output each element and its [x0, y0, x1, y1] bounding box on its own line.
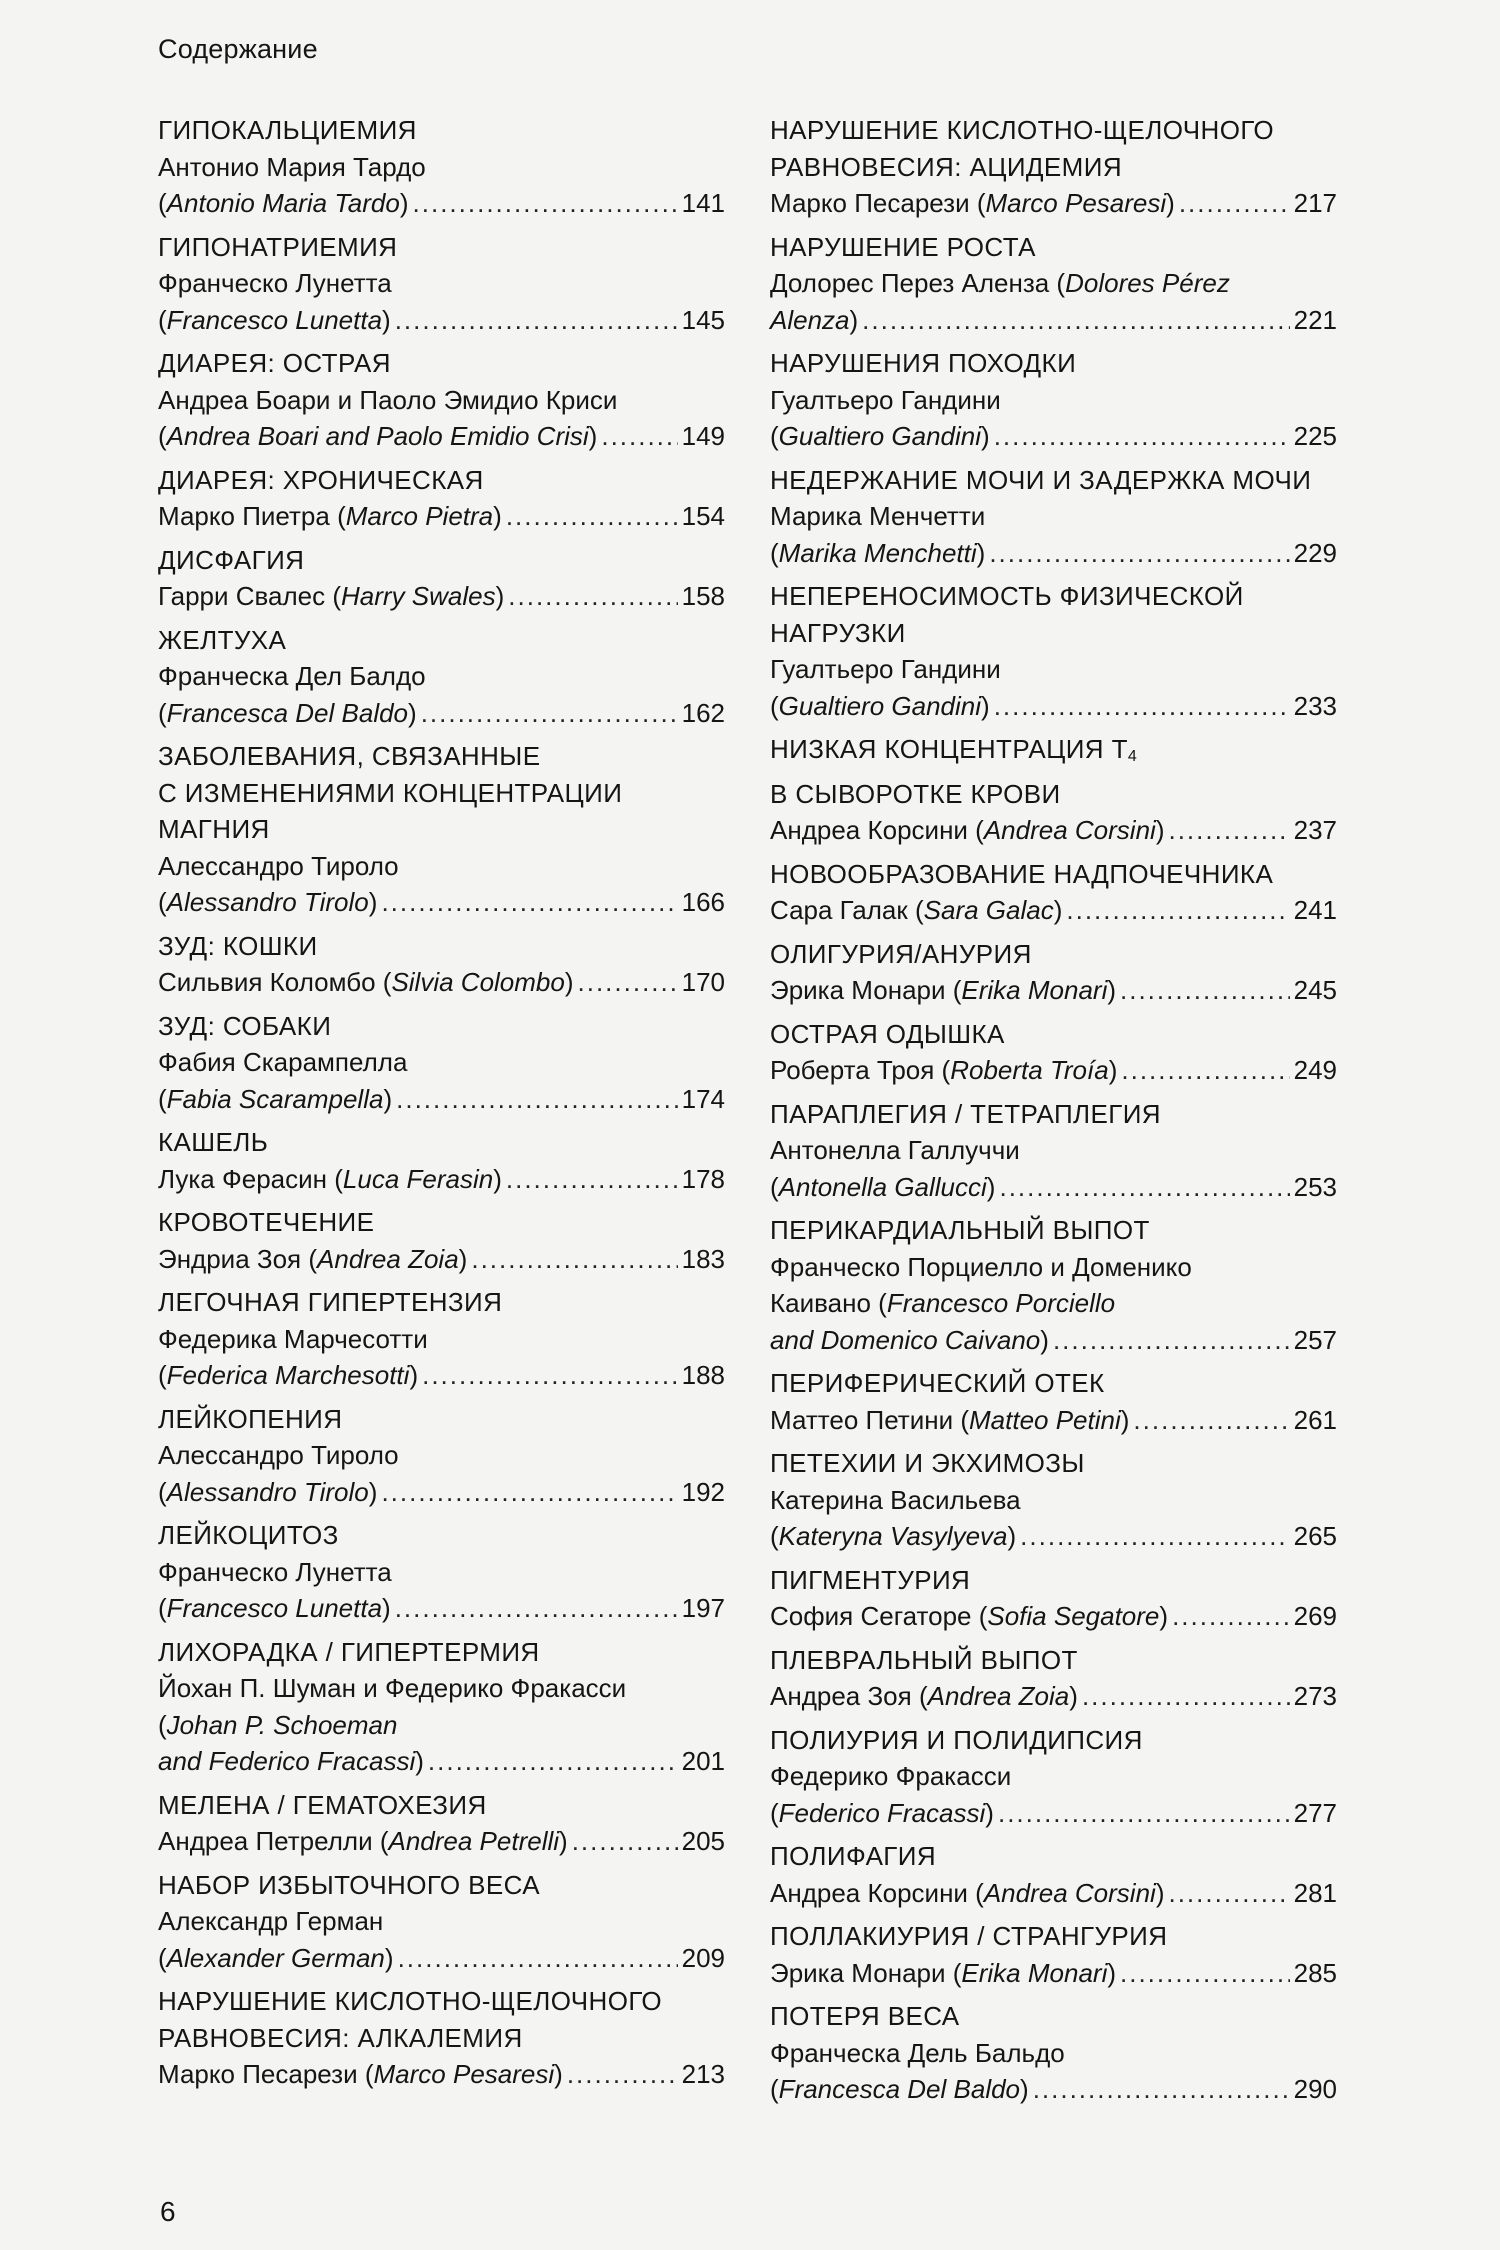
toc-page-line[interactable]	[770, 535, 1337, 572]
toc-author: (Andrea Boari and Paolo Emidio Crisi)	[158, 421, 598, 451]
toc-topic: ПЕРИКАРДИАЛЬНЫЙ ВЫПОТ	[770, 1215, 1150, 1245]
toc-page-line[interactable]	[770, 418, 1337, 455]
toc-author: Андреа Корсини (Andrea Corsini)	[770, 1877, 1165, 1908]
toc-page-line[interactable]	[158, 1590, 725, 1627]
toc-author: София Сегаторе (Sofia Segatore)	[770, 1601, 1169, 1631]
toc-topic: ЛЕЙКОЦИТОЗ	[158, 1520, 339, 1550]
toc-author-line: Антонелла Галлуччи	[770, 1135, 1020, 1165]
toc-page-number: 154	[681, 501, 725, 531]
toc-topic: ЗУД: СОБАКИ	[158, 1010, 332, 1041]
toc-entry[interactable]	[770, 1365, 1337, 1438]
dot-leader	[989, 535, 1289, 572]
dot-leader	[998, 1795, 1290, 1832]
toc-entry[interactable]	[158, 738, 725, 921]
toc-page-number: 249	[1293, 1055, 1337, 1085]
toc-entry[interactable]	[770, 1642, 1337, 1715]
toc-author: Марко Пиетра (Marco Pietra)	[158, 501, 502, 531]
toc-topic: ПОЛИФАГИЯ	[770, 1841, 937, 1871]
toc-topic: НАРУШЕНИЕ РОСТА	[770, 231, 1036, 262]
toc-author-line: Франческа Дел Балдо	[158, 661, 426, 691]
toc-author: (Gualtiero Gandini)	[770, 690, 990, 721]
toc-page-number: 158	[681, 581, 725, 611]
toc-page-number: 257	[1293, 1324, 1337, 1355]
toc-author-line: Франческо Лунетта	[158, 268, 392, 298]
toc-page-line[interactable]	[158, 1357, 725, 1394]
toc-entry[interactable]	[158, 462, 725, 535]
dot-leader	[578, 964, 678, 1001]
toc-author-line: Антонио Мария Тардо	[158, 151, 426, 182]
toc-page-number: 192	[681, 1476, 725, 1507]
toc-author-line: Алессандро Тироло	[158, 850, 399, 881]
toc-author-line: Андреа Боари и Паоло Эмидио Криси	[158, 384, 618, 415]
toc-page-line[interactable]	[158, 1823, 725, 1860]
toc-page-number: 265	[1293, 1521, 1337, 1551]
toc-author-line: Долорес Перез Аленза (Dolores Pérez	[770, 268, 1230, 298]
toc-entry[interactable]	[770, 731, 1337, 849]
toc-entry[interactable]	[158, 1401, 725, 1511]
toc-entry[interactable]	[770, 112, 1337, 222]
toc-author-line: Франческа Дель Бальдо	[770, 2037, 1065, 2068]
toc-topic: НАБОР ИЗБЫТОЧНОГО ВЕСА	[158, 1869, 540, 1900]
toc-entry[interactable]	[770, 936, 1337, 1009]
toc-topic: НАРУШЕНИЕ КИСЛОТНО-ЩЕЛОЧНОГО РАВНОВЕСИЯ: АЛКАЛЕМИЯ	[158, 1986, 662, 2053]
toc-author: Андреа Зоя (Andrea Zoia)	[770, 1681, 1078, 1711]
toc-entry[interactable]	[158, 1517, 725, 1627]
dot-leader	[567, 2056, 678, 2093]
dot-leader	[1168, 1875, 1289, 1912]
toc-author: Эрика Монари (Erika Monari)	[770, 1957, 1117, 1988]
toc-page-line[interactable]	[770, 1955, 1337, 1992]
toc-page-line[interactable]	[158, 1081, 725, 1118]
toc-entry[interactable]	[158, 928, 725, 1001]
toc-author-line: Федерика Марчесотти	[158, 1323, 428, 1354]
dot-leader	[1066, 892, 1289, 929]
toc-page-number: 170	[681, 967, 725, 997]
toc-page-line[interactable]	[770, 1169, 1337, 1206]
toc-author: Гарри Свалес (Harry Swales)	[158, 581, 505, 611]
toc-page-number: 285	[1293, 1957, 1337, 1988]
dot-leader	[572, 1823, 678, 1860]
dot-leader	[1033, 2071, 1290, 2108]
toc-topic: ПЕРИФЕРИЧЕСКИЙ ОТЕК	[770, 1368, 1105, 1398]
toc-author: Сара Галак (Sara Galac)	[770, 895, 1063, 925]
toc-author: Лука Ферасин (Luca Ferasin)	[158, 1163, 502, 1194]
toc-page-number: 253	[1293, 1171, 1337, 1202]
toc-page-number: 178	[681, 1163, 725, 1194]
toc-entry[interactable]	[770, 462, 1337, 572]
toc-page-line[interactable]	[158, 185, 725, 222]
toc-author-line: Йохан П. Шуман и Федерико Фракасси	[158, 1673, 627, 1703]
toc-entry[interactable]	[770, 1722, 1337, 1832]
toc-entry[interactable]	[770, 1096, 1337, 1206]
toc-author: (Federica Marchesotti)	[158, 1360, 419, 1390]
toc-author: Андреа Корсини (Andrea Corsini)	[770, 815, 1165, 845]
toc-page-line[interactable]	[770, 1795, 1337, 1832]
toc-page-line[interactable]	[770, 2071, 1337, 2108]
toc-page-line[interactable]	[770, 812, 1337, 849]
toc-author-line: Гуалтьеро Гандини	[770, 384, 1001, 415]
toc-entry[interactable]	[158, 1204, 725, 1277]
toc-page-line[interactable]	[158, 418, 725, 455]
toc-page-number: 162	[681, 697, 725, 728]
toc-entry[interactable]	[770, 578, 1337, 724]
toc-author-line: Каивано (Francesco Porciello	[770, 1288, 1116, 1318]
toc-page-number: 261	[1293, 1404, 1337, 1435]
toc-topic: НАРУШЕНИЯ ПОХОДКИ	[770, 348, 1077, 378]
toc-topic: ДИСФАГИЯ	[158, 544, 305, 575]
toc-entry[interactable]	[770, 1016, 1337, 1089]
toc-page-line[interactable]	[158, 1161, 725, 1198]
toc-page-number: 229	[1293, 537, 1337, 568]
toc-page-line[interactable]	[158, 1241, 725, 1278]
dot-leader	[381, 884, 677, 921]
toc-author-line: Марика Менчетти	[770, 501, 986, 531]
toc-entry[interactable]	[770, 1212, 1337, 1358]
toc-page-line[interactable]	[770, 972, 1337, 1009]
toc-author: Марко Песарези (Marco Pesaresi)	[770, 188, 1175, 218]
toc-author: and Federico Fracassi)	[158, 1746, 424, 1776]
toc-topic: ГИПОКАЛЬЦИЕМИЯ	[158, 115, 417, 145]
toc-author: (Antonio Maria Tardo)	[158, 188, 409, 218]
toc-page-line[interactable]	[158, 1474, 725, 1511]
dot-leader	[1053, 1322, 1290, 1359]
toc-entry[interactable]	[158, 1284, 725, 1394]
toc-author: (Alessandro Tirolo)	[158, 887, 378, 917]
toc-page-number: 213	[681, 2059, 725, 2089]
dot-leader	[862, 302, 1289, 339]
toc-page-number: 221	[1293, 304, 1337, 335]
dot-leader	[1120, 972, 1290, 1009]
toc-page-number: 277	[1293, 1797, 1337, 1828]
dot-leader	[994, 418, 1290, 455]
toc-author: Маттео Петини (Matteo Petini)	[770, 1404, 1130, 1435]
dot-leader	[1133, 1402, 1289, 1439]
toc-page-line[interactable]	[770, 1678, 1337, 1715]
toc-entry[interactable]	[158, 1983, 725, 2093]
toc-topic: ДИАРЕЯ: ХРОНИЧЕСКАЯ	[158, 464, 484, 495]
toc-entry[interactable]	[770, 1838, 1337, 1911]
toc-topic: ЛИХОРАДКА / ГИПЕРТЕРМИЯ	[158, 1636, 540, 1667]
toc-column-left	[158, 112, 725, 2100]
toc-page-line[interactable]	[158, 884, 725, 921]
toc-topic: НЕПЕРЕНОСИМОСТЬ ФИЗИЧЕСКОЙ НАГРУЗКИ	[770, 581, 1244, 648]
toc-page-number: 225	[1293, 421, 1337, 451]
toc-entry[interactable]	[158, 1787, 725, 1860]
toc-page-number: 237	[1293, 815, 1337, 845]
dot-leader	[395, 302, 678, 339]
toc-page-number: 233	[1293, 690, 1337, 721]
toc-page-line[interactable]	[770, 1875, 1337, 1912]
toc-page-number: 209	[681, 1942, 725, 1973]
toc-topic: ДИАРЕЯ: ОСТРАЯ	[158, 348, 391, 378]
toc-author-line: Алессандро Тироло	[158, 1440, 399, 1470]
toc-author: Alenza)	[770, 304, 859, 335]
toc-author: (Kateryna Vasylyeva)	[770, 1521, 1017, 1551]
dot-leader	[1120, 1955, 1290, 1992]
toc-page-number: 201	[681, 1746, 725, 1776]
toc-author: (Alessandro Tirolo)	[158, 1476, 378, 1507]
toc-topic: ПАРАПЛЕГИЯ / ТЕТРАПЛЕГИЯ	[770, 1098, 1161, 1129]
toc-page-number: 241	[1293, 895, 1337, 925]
toc-page-number: 273	[1293, 1681, 1337, 1711]
toc-page-line[interactable]	[158, 302, 725, 339]
toc-topic: ЛЕГОЧНАЯ ГИПЕРТЕНЗИЯ	[158, 1287, 503, 1317]
dot-leader	[395, 1590, 678, 1627]
toc-column-right	[770, 112, 1337, 2115]
toc-entry[interactable]	[770, 1562, 1337, 1635]
toc-author: (Gualtiero Gandini)	[770, 421, 990, 451]
toc-page-line[interactable]	[770, 1322, 1337, 1359]
dot-leader	[506, 498, 678, 535]
toc-page-number: 183	[681, 1243, 725, 1274]
toc-page-number: 188	[681, 1360, 725, 1390]
toc-page-number: 166	[681, 887, 725, 917]
toc-page-number: 269	[1293, 1601, 1337, 1631]
dot-leader	[471, 1241, 677, 1278]
dot-leader	[1020, 1518, 1289, 1555]
toc-page-number: 141	[681, 188, 725, 218]
toc-page-line[interactable]	[770, 1518, 1337, 1555]
toc-entry[interactable]	[158, 542, 725, 615]
toc-author: Эрика Монари (Erika Monari)	[770, 975, 1117, 1005]
toc-entry[interactable]	[770, 229, 1337, 339]
toc-page-number: 197	[681, 1593, 725, 1623]
toc-author: (Alexander German)	[158, 1942, 394, 1973]
toc-page-line[interactable]	[770, 1052, 1337, 1089]
dot-leader	[1168, 812, 1289, 849]
toc-author: Сильвия Коломбо (Silvia Colombo)	[158, 967, 574, 997]
toc-entry[interactable]	[770, 1998, 1337, 2108]
toc-page-line[interactable]	[770, 688, 1337, 725]
dot-leader	[1082, 1678, 1290, 1715]
toc-topic: ОСТРАЯ ОДЫШКА	[770, 1018, 1005, 1049]
toc-entry[interactable]	[158, 622, 725, 732]
toc-author: and Domenico Caivano)	[770, 1324, 1049, 1355]
toc-topic: НЕДЕРЖАНИЕ МОЧИ И ЗАДЕРЖКА МОЧИ	[770, 464, 1312, 495]
dot-leader	[1121, 1052, 1289, 1089]
toc-author: (Francesca Del Baldo)	[158, 697, 417, 728]
toc-page-number: 281	[1293, 1877, 1337, 1908]
toc-page-number: 245	[1293, 975, 1337, 1005]
toc-page-line[interactable]	[770, 185, 1337, 222]
toc-topic: НИЗКАЯ КОНЦЕНТРАЦИЯ $Т_4$ В СЫВОРОТКЕ КРОВИ	[770, 734, 1138, 809]
toc-author: Роберта Троя (Roberta Troía)	[770, 1055, 1118, 1085]
toc-author: Эндриа Зоя (Andrea Zoia)	[158, 1243, 468, 1274]
toc-author: (Fabia Scarampella)	[158, 1083, 393, 1114]
toc-author: (Francesco Lunetta)	[158, 1593, 391, 1623]
toc-author-line: Франческо Порциелло и Доменико	[770, 1251, 1192, 1282]
toc-topic: ПЛЕВРАЛЬНЫЙ ВЫПОТ	[770, 1644, 1078, 1675]
toc-topic: ПОЛЛАКИУРИЯ / СТРАНГУРИЯ	[770, 1921, 1168, 1951]
dot-leader	[428, 1743, 678, 1780]
toc-page-line[interactable]	[770, 892, 1337, 929]
toc-author: (Federico Fracassi)	[770, 1797, 994, 1828]
toc-topic: НОВООБРАЗОВАНИЕ НАДПОЧЕЧНИКА	[770, 858, 1274, 889]
toc-author-line: Гуалтьеро Гандини	[770, 654, 1001, 684]
toc-author: Марко Песарези (Marco Pesaresi)	[158, 2059, 563, 2089]
toc-author-line: Катерина Васильева	[770, 1484, 1021, 1515]
toc-page-line[interactable]	[158, 578, 725, 615]
toc-topic: МЕЛЕНА / ГЕМАТОХЕЗИЯ	[158, 1789, 487, 1820]
toc-page-number: 174	[681, 1083, 725, 1114]
toc-author: (Francesca Del Baldo)	[770, 2074, 1029, 2104]
toc-page-line[interactable]	[158, 695, 725, 732]
toc-topic: ГИПОНАТРИЕМИЯ	[158, 231, 398, 262]
toc-author: (Francesco Lunetta)	[158, 304, 391, 335]
dot-leader	[999, 1169, 1289, 1206]
page-number: 6	[160, 2196, 176, 2227]
toc-page-line[interactable]	[770, 1598, 1337, 1635]
toc-page-line[interactable]	[158, 964, 725, 1001]
toc-page-number: 145	[681, 304, 725, 335]
toc-topic: ПЕТЕХИИ И ЭКХИМОЗЫ	[770, 1448, 1085, 1478]
toc-entry[interactable]	[158, 345, 725, 455]
toc-page-line[interactable]	[770, 302, 1337, 339]
dot-leader	[506, 1161, 678, 1198]
toc-topic: КРОВОТЕЧЕНИЕ	[158, 1207, 375, 1237]
toc-author-line: Франческо Лунетта	[158, 1556, 392, 1587]
toc-topic: ПИГМЕНТУРИЯ	[770, 1564, 971, 1595]
toc-page-line[interactable]	[158, 1743, 725, 1780]
toc-author-line: Фабия Скарампелла	[158, 1047, 408, 1077]
toc-entry[interactable]	[158, 1634, 725, 1780]
toc-entry[interactable]	[158, 112, 725, 222]
toc-entry[interactable]	[158, 1867, 725, 1977]
toc-entry[interactable]	[158, 229, 725, 339]
page-title: Содержание	[158, 34, 318, 64]
dot-leader	[422, 1357, 678, 1394]
toc-topic: ПОТЕРЯ ВЕСА	[770, 2001, 960, 2031]
toc-page-line[interactable]	[770, 1402, 1337, 1439]
toc-topic: НАРУШЕНИЕ КИСЛОТНО-ЩЕЛОЧНОГО РАВНОВЕСИЯ: АЦИДЕМИЯ	[770, 115, 1274, 182]
toc-page-number: 149	[681, 421, 725, 451]
toc-author: (Antonella Gallucci)	[770, 1171, 996, 1202]
toc-entry[interactable]	[770, 1918, 1337, 1991]
toc-entry[interactable]	[770, 1445, 1337, 1555]
toc-author-line: Федерико Фракасси	[770, 1761, 1012, 1791]
toc-topic: ЗАБОЛЕВАНИЯ, СВЯЗАННЫЕ С ИЗМЕНЕНИЯМИ КОНЦЕНТРАЦИИ МАГНИЯ	[158, 741, 623, 844]
toc-author: (Marika Menchetti)	[770, 537, 986, 568]
toc-topic: ЗУД: КОШКИ	[158, 930, 318, 961]
toc-page-line[interactable]	[158, 2056, 725, 2093]
toc-topic: ЛЕЙКОПЕНИЯ	[158, 1403, 343, 1434]
dot-leader	[994, 688, 1290, 725]
toc-entry[interactable]	[770, 345, 1337, 455]
toc-entry[interactable]	[158, 1124, 725, 1197]
toc-entry[interactable]	[158, 1008, 725, 1118]
toc-page-line[interactable]	[158, 1940, 725, 1977]
toc-author-line: Александр Герман	[158, 1906, 384, 1936]
dot-leader	[421, 695, 678, 732]
toc-topic: ПОЛИУРИЯ И ПОЛИДИПСИЯ	[770, 1724, 1143, 1755]
toc-author-line: (Johan P. Schoeman	[158, 1709, 398, 1740]
dot-leader	[413, 185, 678, 222]
toc-page-number: 217	[1293, 188, 1337, 218]
toc-topic: ЖЕЛТУХА	[158, 624, 287, 655]
dot-leader	[1179, 185, 1290, 222]
toc-topic: ОЛИГУРИЯ/АНУРИЯ	[770, 938, 1032, 969]
toc-page-line[interactable]	[158, 498, 725, 535]
dot-leader	[398, 1940, 678, 1977]
toc-page-number: 290	[1293, 2074, 1337, 2104]
dot-leader	[601, 418, 677, 455]
toc-page-number: 205	[681, 1826, 725, 1856]
dot-leader	[508, 578, 677, 615]
toc-author: Андреа Петрелли (Andrea Petrelli)	[158, 1826, 568, 1856]
dot-leader	[396, 1081, 677, 1118]
dot-leader	[381, 1474, 677, 1511]
dot-leader	[1172, 1598, 1290, 1635]
toc-entry[interactable]	[770, 856, 1337, 929]
toc-topic: КАШЕЛЬ	[158, 1127, 269, 1157]
